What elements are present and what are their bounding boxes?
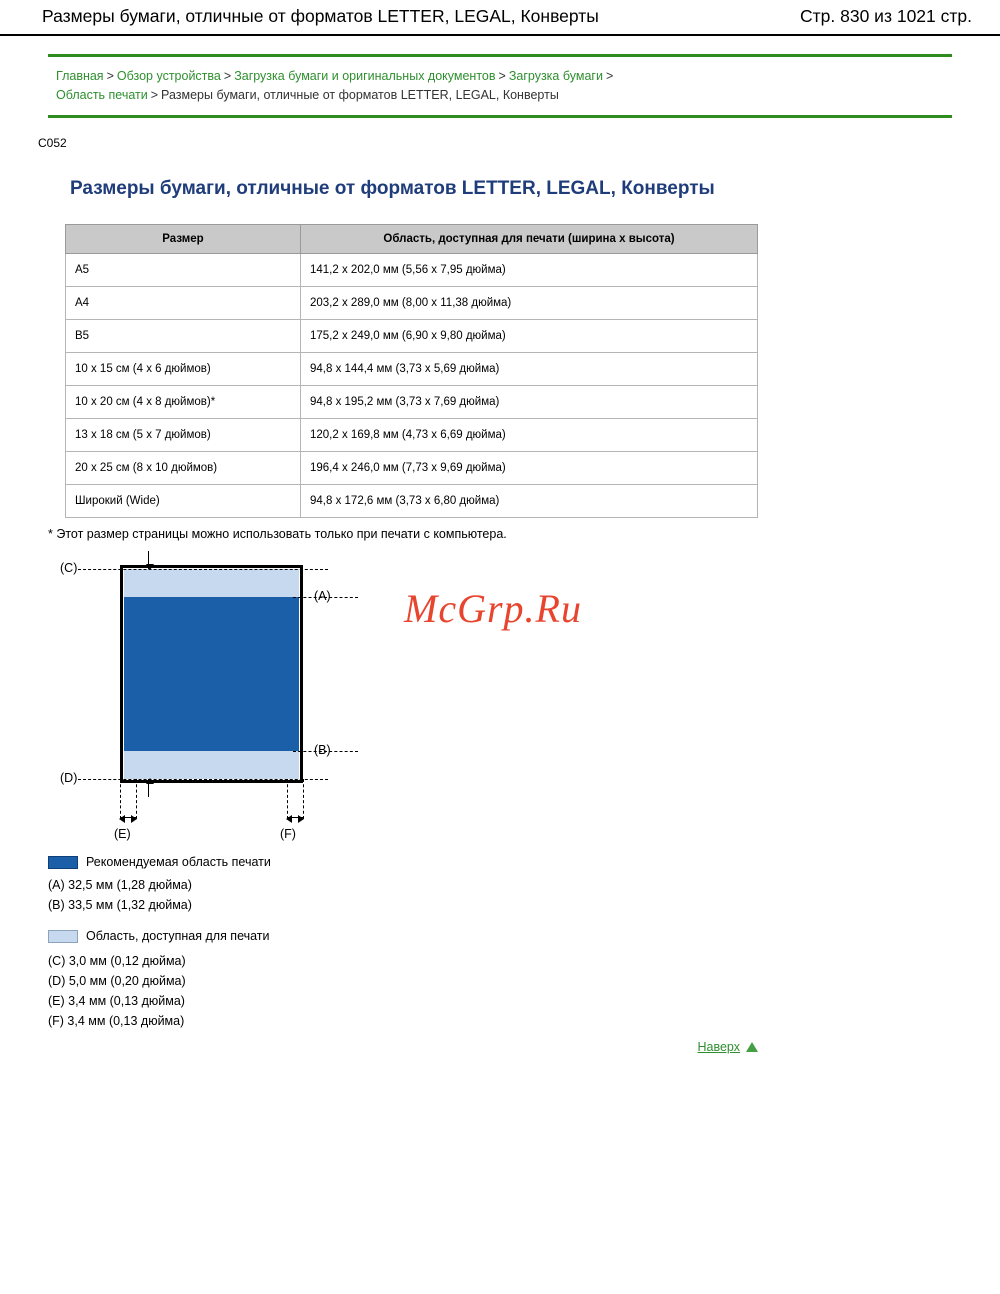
legend-value-a: (A) 32,5 мм (1,28 дюйма) xyxy=(48,878,192,892)
back-to-top-label: Наверх xyxy=(697,1040,740,1054)
table-row xyxy=(66,287,758,320)
table-cell-size: 10 x 15 см (4 x 6 дюймов) xyxy=(66,353,301,386)
table-cell-area: 94,8 x 172,6 мм (3,73 x 6,80 дюйма) xyxy=(301,485,758,518)
table-cell-size: 10 x 20 см (4 x 8 дюймов)* xyxy=(66,386,301,419)
figure-label-a: (A) xyxy=(314,589,331,603)
page-content xyxy=(0,38,1000,1031)
recommended-print-area-shape xyxy=(124,597,299,751)
table-cell-area: 94,8 x 144,4 мм (3,73 x 5,69 дюйма) xyxy=(301,353,758,386)
page-header xyxy=(0,0,1000,36)
table-cell-size: A5 xyxy=(66,254,301,287)
table-cell-area: 94,8 x 195,2 мм (3,73 x 7,69 дюйма) xyxy=(301,386,758,419)
legend-available-label: Область, доступная для печати xyxy=(86,929,270,943)
breadcrumb-item-loading-paper-and-originals[interactable]: Загрузка бумаги и оригинальных документов xyxy=(234,69,496,83)
header-document-title: Размеры бумаги, отличные от форматов LETTER, LEGAL, Конверты xyxy=(42,6,599,26)
figure-label-d: (D) xyxy=(60,771,78,785)
guide-line-e-left xyxy=(120,779,121,819)
legend-spacer xyxy=(48,915,568,929)
table-row xyxy=(66,254,758,287)
breadcrumb-separator: > xyxy=(150,88,159,102)
triangle-up-icon xyxy=(746,1042,758,1052)
table-row xyxy=(66,353,758,386)
diagram-legend xyxy=(48,855,568,1031)
legend-value-c: (C) 3,0 мм (0,12 дюйма) xyxy=(48,954,186,968)
legend-recommended-label: Рекомендуемая область печати xyxy=(86,855,271,869)
table-cell-size: 13 x 18 см (5 x 7 дюймов) xyxy=(66,419,301,452)
watermark: McGrp.Ru xyxy=(404,586,582,631)
figure-label-b: (B) xyxy=(314,743,331,757)
breadcrumb-separator: > xyxy=(106,69,114,83)
table-cell-area: 175,2 x 249,0 мм (6,90 x 9,80 дюйма) xyxy=(301,320,758,353)
legend-value-f: (F) 3,4 мм (0,13 дюйма) xyxy=(48,1014,185,1028)
guide-line-c xyxy=(78,569,328,570)
arrow-d xyxy=(148,779,149,797)
document-code: C052 xyxy=(38,136,67,150)
table-header-printable-area: Область, доступная для печати (ширина х высота) xyxy=(301,225,758,254)
figure-label-c: (C) xyxy=(60,561,78,575)
available-area-swatch-icon xyxy=(48,930,78,943)
arrow-c xyxy=(148,551,149,569)
page-title: Размеры бумаги, отличные от форматов LETTER, LEGAL, Конверты xyxy=(70,178,715,199)
table-cell-area: 203,2 x 289,0 мм (8,00 x 11,38 дюйма) xyxy=(301,287,758,320)
back-to-top-link[interactable] xyxy=(698,1040,759,1054)
table-row xyxy=(66,419,758,452)
breadcrumb-item-current: Размеры бумаги, отличные от форматов LETTER, LEGAL, Конверты xyxy=(161,88,559,102)
table-row xyxy=(66,386,758,419)
table-header-row xyxy=(66,225,758,254)
table-cell-area: 196,4 x 246,0 мм (7,73 x 9,69 дюйма) xyxy=(301,452,758,485)
table-cell-area: 120,2 x 169,8 мм (4,73 x 6,69 дюйма) xyxy=(301,419,758,452)
table-cell-size: 20 x 25 см (8 x 10 дюймов) xyxy=(66,452,301,485)
table-row xyxy=(66,320,758,353)
legend-value-e: (E) 3,4 мм (0,13 дюйма) xyxy=(48,994,185,1008)
legend-available xyxy=(48,929,568,943)
legend-recommended xyxy=(48,855,568,869)
paper-size-table xyxy=(65,224,758,518)
breadcrumb xyxy=(56,67,944,105)
table-footnote: * Этот размер страницы можно использовать только при печати с компьютера. xyxy=(48,527,507,541)
recommended-area-swatch-icon xyxy=(48,856,78,869)
breadcrumb-separator: > xyxy=(605,69,614,83)
arrow-e xyxy=(120,817,136,818)
guide-line-f-left xyxy=(287,779,288,819)
breadcrumb-separator: > xyxy=(498,69,506,83)
breadcrumb-item-device-overview[interactable]: Обзор устройства xyxy=(116,69,221,83)
breadcrumb-block xyxy=(48,54,952,118)
breadcrumb-separator: > xyxy=(223,69,232,83)
legend-value-d: (D) 5,0 мм (0,20 дюйма) xyxy=(48,974,186,988)
breadcrumb-item-home[interactable]: Главная xyxy=(56,69,104,83)
table-cell-area: 141,2 x 202,0 мм (5,56 x 7,95 дюйма) xyxy=(301,254,758,287)
breadcrumb-item-print-area[interactable]: Область печати xyxy=(56,88,148,102)
figure-label-f: (F) xyxy=(280,827,296,841)
table-cell-size: Широкий (Wide) xyxy=(66,485,301,518)
header-page-counter: Стр. 830 из 1021 стр. xyxy=(800,6,972,26)
guide-line-d xyxy=(78,779,328,780)
table-row xyxy=(66,452,758,485)
table-cell-size: A4 xyxy=(66,287,301,320)
legend-value-b: (B) 33,5 мм (1,32 дюйма) xyxy=(48,898,192,912)
breadcrumb-item-loading-paper[interactable]: Загрузка бумаги xyxy=(508,69,603,83)
arrow-f xyxy=(287,817,303,818)
guide-line-e-right xyxy=(136,779,137,819)
table-cell-size: B5 xyxy=(66,320,301,353)
table-row xyxy=(66,485,758,518)
spec-table-wrapper xyxy=(65,224,757,518)
table-header-size: Размер xyxy=(66,225,301,254)
guide-line-f-right xyxy=(303,779,304,819)
figure-label-e: (E) xyxy=(114,827,131,841)
